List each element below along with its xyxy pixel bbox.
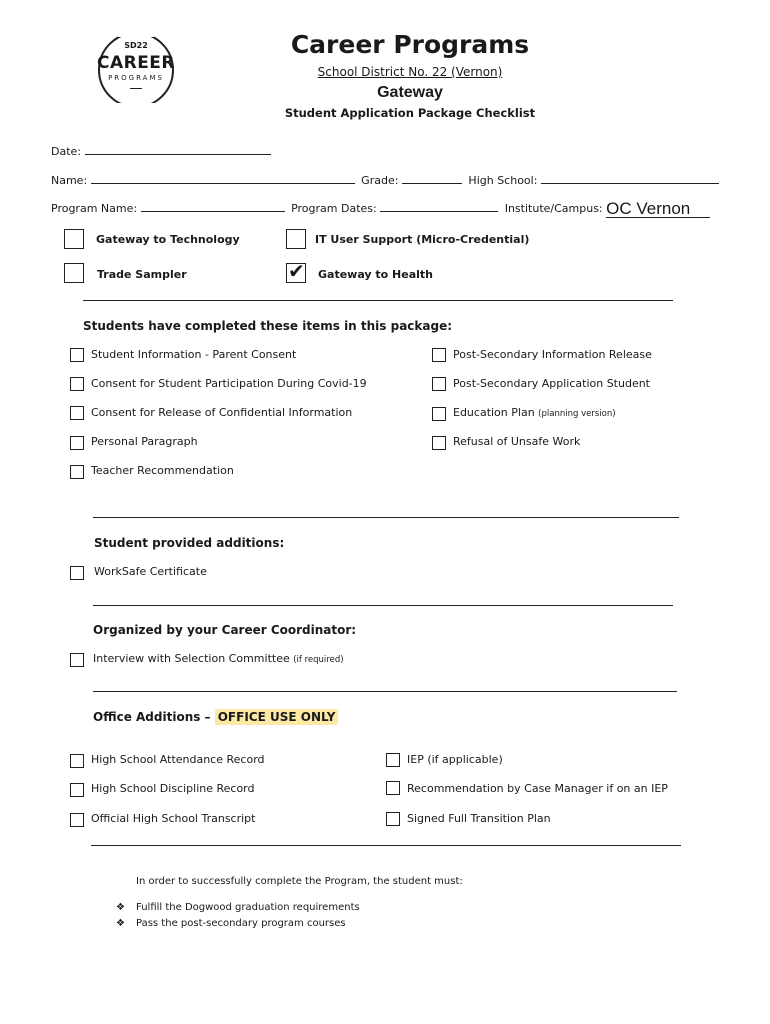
program-label-trade-sampler: Trade Sampler: [97, 268, 187, 281]
checkbox-worksafe[interactable]: [70, 566, 84, 580]
divider: [93, 691, 677, 692]
checkbox-education-plan[interactable]: [432, 407, 446, 421]
item-teacher-recommendation: Teacher Recommendation: [91, 464, 234, 477]
interview-label: Interview with Selection Committee: [93, 652, 290, 665]
education-plan-label: Education Plan: [453, 406, 535, 419]
interview-note: (if required): [293, 655, 344, 665]
logo-district: SD22: [124, 41, 148, 50]
item-iep: IEP (if applicable): [407, 753, 503, 766]
education-plan-note: (planning version): [538, 409, 616, 419]
date-label: Date:: [51, 145, 81, 158]
checkbox-parent-consent[interactable]: [70, 348, 84, 362]
checkbox-covid-consent[interactable]: [70, 377, 84, 391]
check-mark-icon: ✔: [288, 259, 305, 283]
program-label-it-user-support: IT User Support (Micro-Credential): [315, 233, 530, 246]
divider: [83, 300, 673, 301]
grade-input[interactable]: [402, 172, 462, 184]
checkbox-ps-info-release[interactable]: [432, 348, 446, 362]
checkbox-ps-application[interactable]: [432, 377, 446, 391]
checkbox-teacher-recommendation[interactable]: [70, 465, 84, 479]
divider: [93, 605, 673, 606]
item-ps-application: Post-Secondary Application Student: [453, 377, 650, 390]
program-checkbox-gateway-health[interactable]: [286, 259, 306, 283]
checkbox-case-manager[interactable]: [386, 781, 400, 795]
item-discipline: High School Discipline Record: [91, 782, 255, 795]
item-personal-paragraph: Personal Paragraph: [91, 435, 198, 448]
page-title: Career Programs: [290, 30, 530, 59]
divider: [93, 517, 679, 518]
checkbox-transcript[interactable]: [70, 813, 84, 827]
requirement-courses: Pass the post-secondary program courses: [136, 918, 346, 929]
high-school-label: High School:: [468, 174, 538, 187]
name-label: Name:: [51, 174, 88, 187]
item-education-plan: [453, 406, 616, 419]
item-confidential-info: Consent for Release of Confidential Information: [91, 406, 353, 419]
item-transcript: Official High School Transcript: [91, 812, 256, 825]
requirement-dogwood: Fulfill the Dogwood graduation requirements: [136, 902, 360, 913]
coordinator-heading: Organized by your Career Coordinator:: [93, 623, 357, 637]
checkbox-unsafe-work[interactable]: [432, 436, 446, 450]
district-name: School District No. 22 (Vernon): [317, 65, 503, 79]
item-ps-info-release: Post-Secondary Information Release: [453, 348, 652, 361]
high-school-input[interactable]: [541, 172, 719, 184]
program-checkbox-gateway-technology[interactable]: [64, 229, 84, 249]
office-heading-label: Office Additions –: [93, 710, 215, 724]
checkbox-discipline[interactable]: [70, 783, 84, 797]
item-parent-consent: Student Information - Parent Consent: [91, 348, 297, 361]
item-attendance: High School Attendance Record: [91, 753, 265, 766]
career-programs-logo: [98, 32, 174, 108]
checkbox-confidential-info[interactable]: [70, 406, 84, 420]
checkbox-transition-plan[interactable]: [386, 812, 400, 826]
checkbox-attendance[interactable]: [70, 754, 84, 768]
program-name-input[interactable]: [141, 200, 285, 212]
item-interview: [93, 652, 344, 665]
program-checkbox-trade-sampler[interactable]: [64, 263, 84, 283]
bullet-icon: ❖: [116, 902, 125, 913]
date-input[interactable]: [85, 143, 271, 155]
program-row: [51, 200, 710, 218]
program-dates-label: Program Dates:: [291, 202, 377, 215]
logo-career-text: CAREER: [96, 53, 176, 73]
program-label-gateway-technology: Gateway to Technology: [96, 233, 240, 246]
name-row: [51, 172, 722, 187]
program-name-label: Program Name:: [51, 202, 138, 215]
name-input[interactable]: [91, 172, 355, 184]
program-label-gateway-health: Gateway to Health: [318, 268, 434, 281]
divider: [91, 845, 681, 846]
completed-heading: Students have completed these items in this package:: [83, 319, 453, 333]
checkbox-personal-paragraph[interactable]: [70, 436, 84, 450]
program-title: Gateway: [377, 84, 443, 101]
completion-intro: In order to successfully complete the Program, the student must:: [136, 876, 463, 887]
logo-programs-text: PROGRAMS: [108, 74, 164, 82]
item-covid-consent: Consent for Student Participation During Covid-19: [91, 377, 367, 390]
item-worksafe: WorkSafe Certificate: [94, 565, 207, 578]
office-heading: [93, 710, 338, 724]
checkbox-iep[interactable]: [386, 753, 400, 767]
bullet-icon: ❖: [116, 918, 125, 929]
date-field: [51, 143, 274, 158]
campus-label: Institute/Campus:: [504, 202, 603, 215]
grade-label: Grade:: [361, 174, 399, 187]
program-dates-input[interactable]: [380, 200, 498, 212]
student-additions-heading: Student provided additions:: [94, 536, 285, 550]
campus-input[interactable]: OC Vernon: [606, 200, 710, 218]
item-case-manager: Recommendation by Case Manager if on an IEP: [407, 782, 668, 795]
office-use-only-badge: OFFICE USE ONLY: [215, 709, 339, 725]
checkbox-interview[interactable]: [70, 653, 84, 667]
item-transition-plan: Signed Full Transition Plan: [407, 812, 551, 825]
item-unsafe-work: Refusal of Unsafe Work: [453, 435, 581, 448]
program-checkbox-it-user-support[interactable]: [286, 229, 306, 249]
checklist-subtitle: Student Application Package Checklist: [284, 106, 536, 120]
